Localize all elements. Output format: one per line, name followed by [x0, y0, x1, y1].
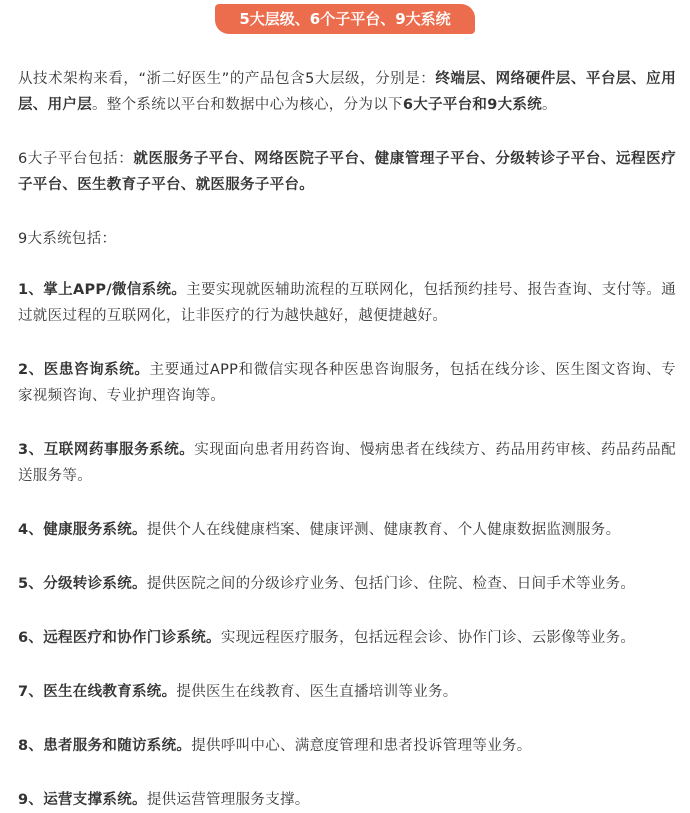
system-item: [18, 357, 676, 409]
system-description: 实现面向患者用药咨询、慢病患者在线续方、药品用药审核、药品药品配送服务等。: [18, 442, 676, 484]
system-title: 远程医疗和协作门诊系统。: [43, 630, 221, 646]
system-number: 2、: [18, 362, 44, 378]
system-description: 提供医院之间的分级诊疗业务、包括门诊、住院、检查、日间手术等业务。: [146, 576, 636, 592]
intro-summary: 6大子平台和9大系统: [402, 97, 542, 113]
system-number: 6、: [18, 630, 44, 646]
intro-text-1: 从技术架构来看，“浙二好医生”的产品包含5大层级，分别是：: [18, 71, 436, 87]
platforms-list: 就医服务子平台、网络医院子平台、健康管理子平台、分级转诊子平台、远程医疗子平台、医生教育子平台、就医服务子平台。: [18, 151, 677, 193]
system-item: [18, 733, 676, 759]
system-item: [18, 517, 676, 543]
system-number: 5、: [18, 576, 44, 592]
system-title: 互联网药事服务系统。: [43, 442, 195, 458]
system-description: 提供运营管理服务支撑。: [146, 792, 310, 808]
system-item: [18, 625, 676, 651]
header-banner-wrap: [0, 4, 690, 34]
intro-paragraph: [18, 66, 676, 118]
system-number: 8、: [18, 738, 44, 754]
system-title: 运营支撑系统。: [43, 792, 147, 808]
system-item: [18, 571, 676, 597]
intro-text-2: 。整个系统以平台和数据中心为核心，分为以下: [92, 97, 403, 113]
system-item: [18, 437, 676, 489]
system-title: 患者服务和随访系统。: [43, 738, 192, 754]
platforms-paragraph: [18, 146, 676, 198]
system-number: 1、: [18, 282, 44, 298]
system-number: 3、: [18, 442, 44, 458]
system-number: 9、: [18, 792, 44, 808]
intro-text-3: 。: [542, 97, 557, 113]
system-number: 7、: [18, 684, 44, 700]
system-description: 主要通过APP和微信实现各种医患咨询服务，包括在线分诊、医生图文咨询、专家视频咨询、专业护理咨询等。: [18, 362, 676, 404]
system-title: 健康服务系统。: [43, 522, 147, 538]
section-banner-title: 5大层级、6个子平台、9大系统: [215, 4, 474, 34]
system-title: 医患咨询系统。: [43, 362, 150, 378]
system-title: 医生在线教育系统。: [43, 684, 177, 700]
system-description: 提供呼叫中心、满意度管理和患者投诉管理等业务。: [191, 738, 532, 754]
system-description: 提供个人在线健康档案、健康评测、健康教育、个人健康数据监测服务。: [146, 522, 621, 538]
intro-layers: 终端层、网络硬件层、平台层、应用层、用户层: [18, 71, 676, 113]
system-item: [18, 679, 676, 705]
system-title: 掌上APP/微信系统。: [43, 282, 187, 298]
system-description: 提供医生在线教育、医生直播培训等业务。: [176, 684, 458, 700]
system-item: [18, 277, 676, 329]
system-description: 实现远程医疗服务，包括远程会诊、协作门诊、云影像等业务。: [220, 630, 636, 646]
system-title: 分级转诊系统。: [43, 576, 147, 592]
system-number: 4、: [18, 522, 44, 538]
platforms-label: 6大子平台包括：: [18, 151, 134, 167]
system-item: [18, 787, 676, 813]
system-description: 主要实现就医辅助流程的互联网化，包括预约挂号、报告查询、支付等。通过就医过程的互联网化，让非医疗的行为越快越好，越便捷越好。: [18, 282, 676, 324]
systems-label: 9大系统包括：: [18, 231, 117, 247]
article-body: [18, 66, 676, 813]
